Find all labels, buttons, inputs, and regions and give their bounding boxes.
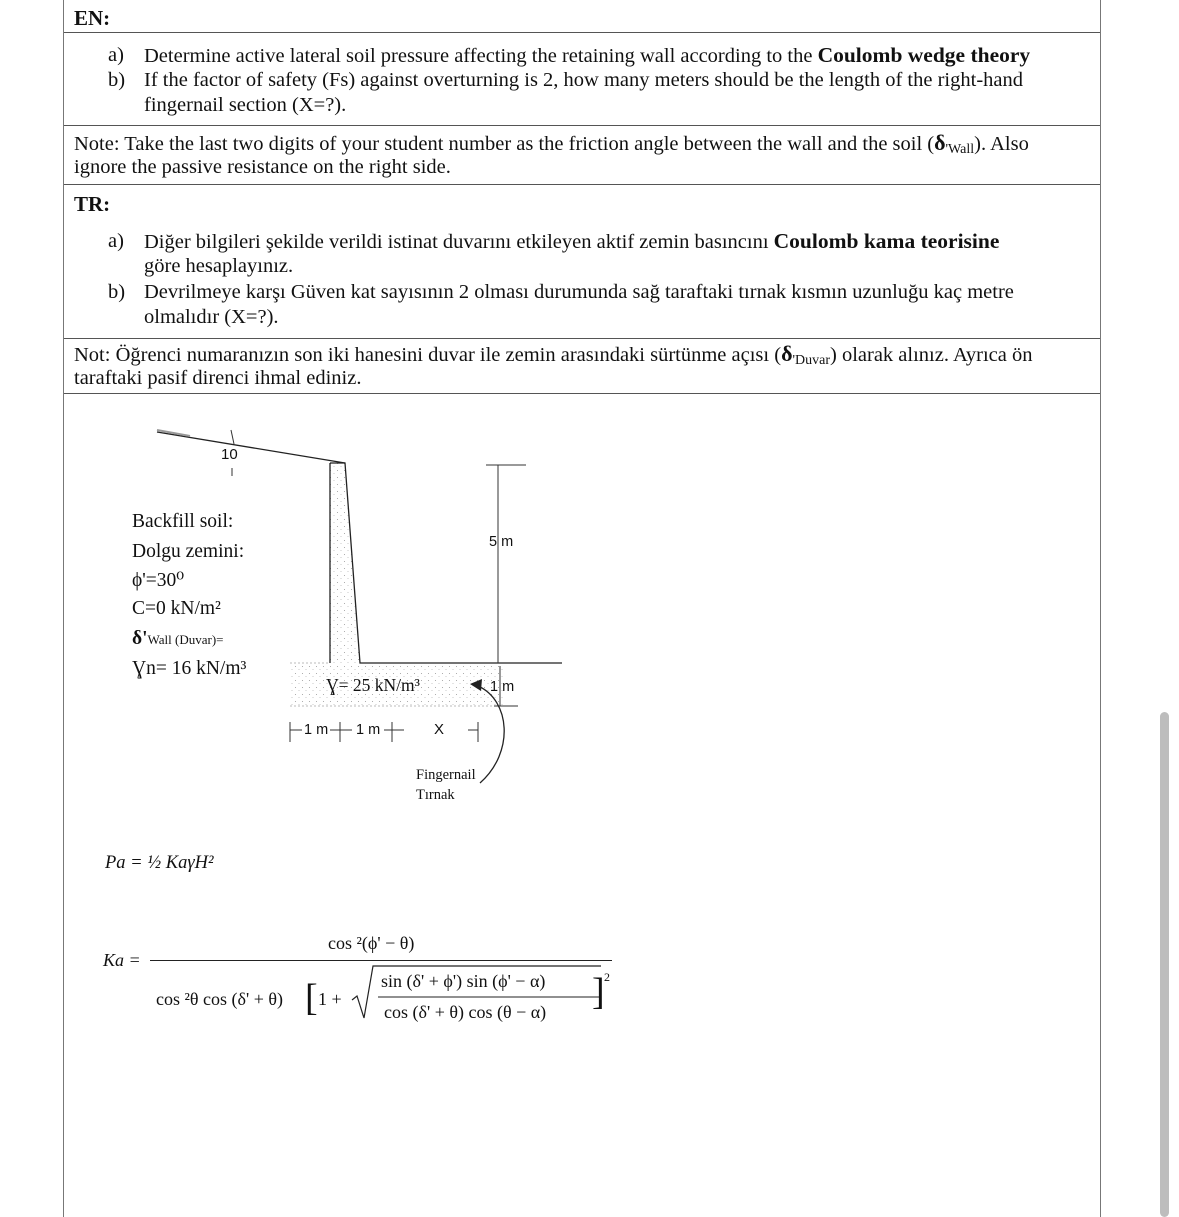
delta-symbol: δ — [781, 341, 793, 366]
item-bold-text: Coulomb wedge theory — [817, 43, 1031, 67]
list-marker: a) — [108, 230, 124, 252]
note-text: ) olarak alınız. Ayrıca ön — [830, 344, 1033, 366]
ka-denominator-left: cos ²θ cos (δ' + θ) — [156, 989, 283, 1009]
ka-lhs: Ka = — [103, 950, 141, 970]
subscript: 'Wall — [945, 142, 975, 157]
dim-label-2: 1 m — [356, 722, 381, 738]
tr-note-line2: taraftaki pasif direnci ihmal ediniz. — [74, 367, 362, 389]
en-label: EN: — [74, 6, 111, 30]
item-text: If the factor of safety (Fs) against overturning is 2, how many meters should be the length of the right-hand — [144, 69, 1023, 91]
delta-symbol: δ' — [132, 628, 148, 649]
dim-label-x: X — [434, 721, 445, 738]
right-bracket: ] — [592, 971, 605, 1013]
inner-numerator: sin (δ' + ϕ') sin (ϕ' − α) — [381, 971, 546, 991]
base-thickness-label: 1 m — [490, 679, 515, 695]
delta-symbol: δ — [934, 130, 946, 155]
pa-formula: Pa = ½ KaγH² — [105, 853, 214, 873]
list-marker: a) — [108, 44, 124, 66]
height-label: 5 m — [489, 534, 514, 550]
fingernail-label-tr: Tırnak — [416, 787, 455, 803]
exponent: 2 — [604, 970, 610, 984]
list-marker: b) — [108, 69, 126, 91]
note-text: Note: Take the last two digits of your student number as the friction angle between the wall and the soil ( — [74, 133, 935, 155]
note-text: ). Also — [974, 133, 1029, 155]
en-note-line2: ignore the passive resistance on the right side. — [74, 156, 451, 178]
fingernail-label-en: Fingernail — [416, 767, 476, 783]
tr-label: TR: — [74, 192, 111, 216]
gamma-n-value: Ɣn= 16 kN/m³ — [132, 658, 247, 679]
item-bold-text: Coulomb kama teorisine — [773, 229, 1000, 253]
soil-title-tr: Dolgu zemini: — [132, 541, 245, 562]
delta-text: Wall (Duvar)= — [147, 632, 224, 647]
subscript: 'Duvar — [792, 353, 830, 368]
item-text: Diğer bilgileri şekilde verildi istinat duvarını etkileyen aktif zemin basıncını — [144, 231, 774, 253]
dim-label-1: 1 m — [304, 722, 329, 738]
ka-numerator: cos ²(ϕ' − θ) — [328, 933, 415, 953]
cohesion-value: C=0 kN/m² — [132, 598, 221, 619]
item-text: Devrilmeye karşı Güven kat sayısının 2 olması durumunda sağ taraftaki tırnak kısmın uzunluğu kaç metre — [144, 281, 1014, 303]
list-marker: b) — [108, 281, 126, 303]
soil-title-en: Backfill soil: — [132, 511, 234, 532]
left-bracket: [ — [305, 977, 318, 1019]
item-text: Determine active lateral soil pressure affecting the retaining wall according to the — [144, 45, 818, 67]
item-text: fingernail section (X=?). — [144, 94, 347, 116]
item-text: göre hesaplayınız. — [144, 255, 294, 277]
bracket-one: 1 + — [318, 989, 342, 1009]
slope-label: 10 — [221, 446, 238, 463]
inner-denominator: cos (δ' + θ) cos (θ − α) — [384, 1002, 547, 1022]
gamma-wall-value: Ɣ= 25 kN/m³ — [326, 675, 420, 695]
item-text: olmalıdır (X=?). — [144, 306, 279, 328]
phi-value: ϕ'=30⁰ — [132, 570, 185, 591]
note-text: Not: Öğrenci numaranızın son iki hanesini duvar ile zemin arasındaki sürtünme açısı ( — [74, 344, 782, 366]
